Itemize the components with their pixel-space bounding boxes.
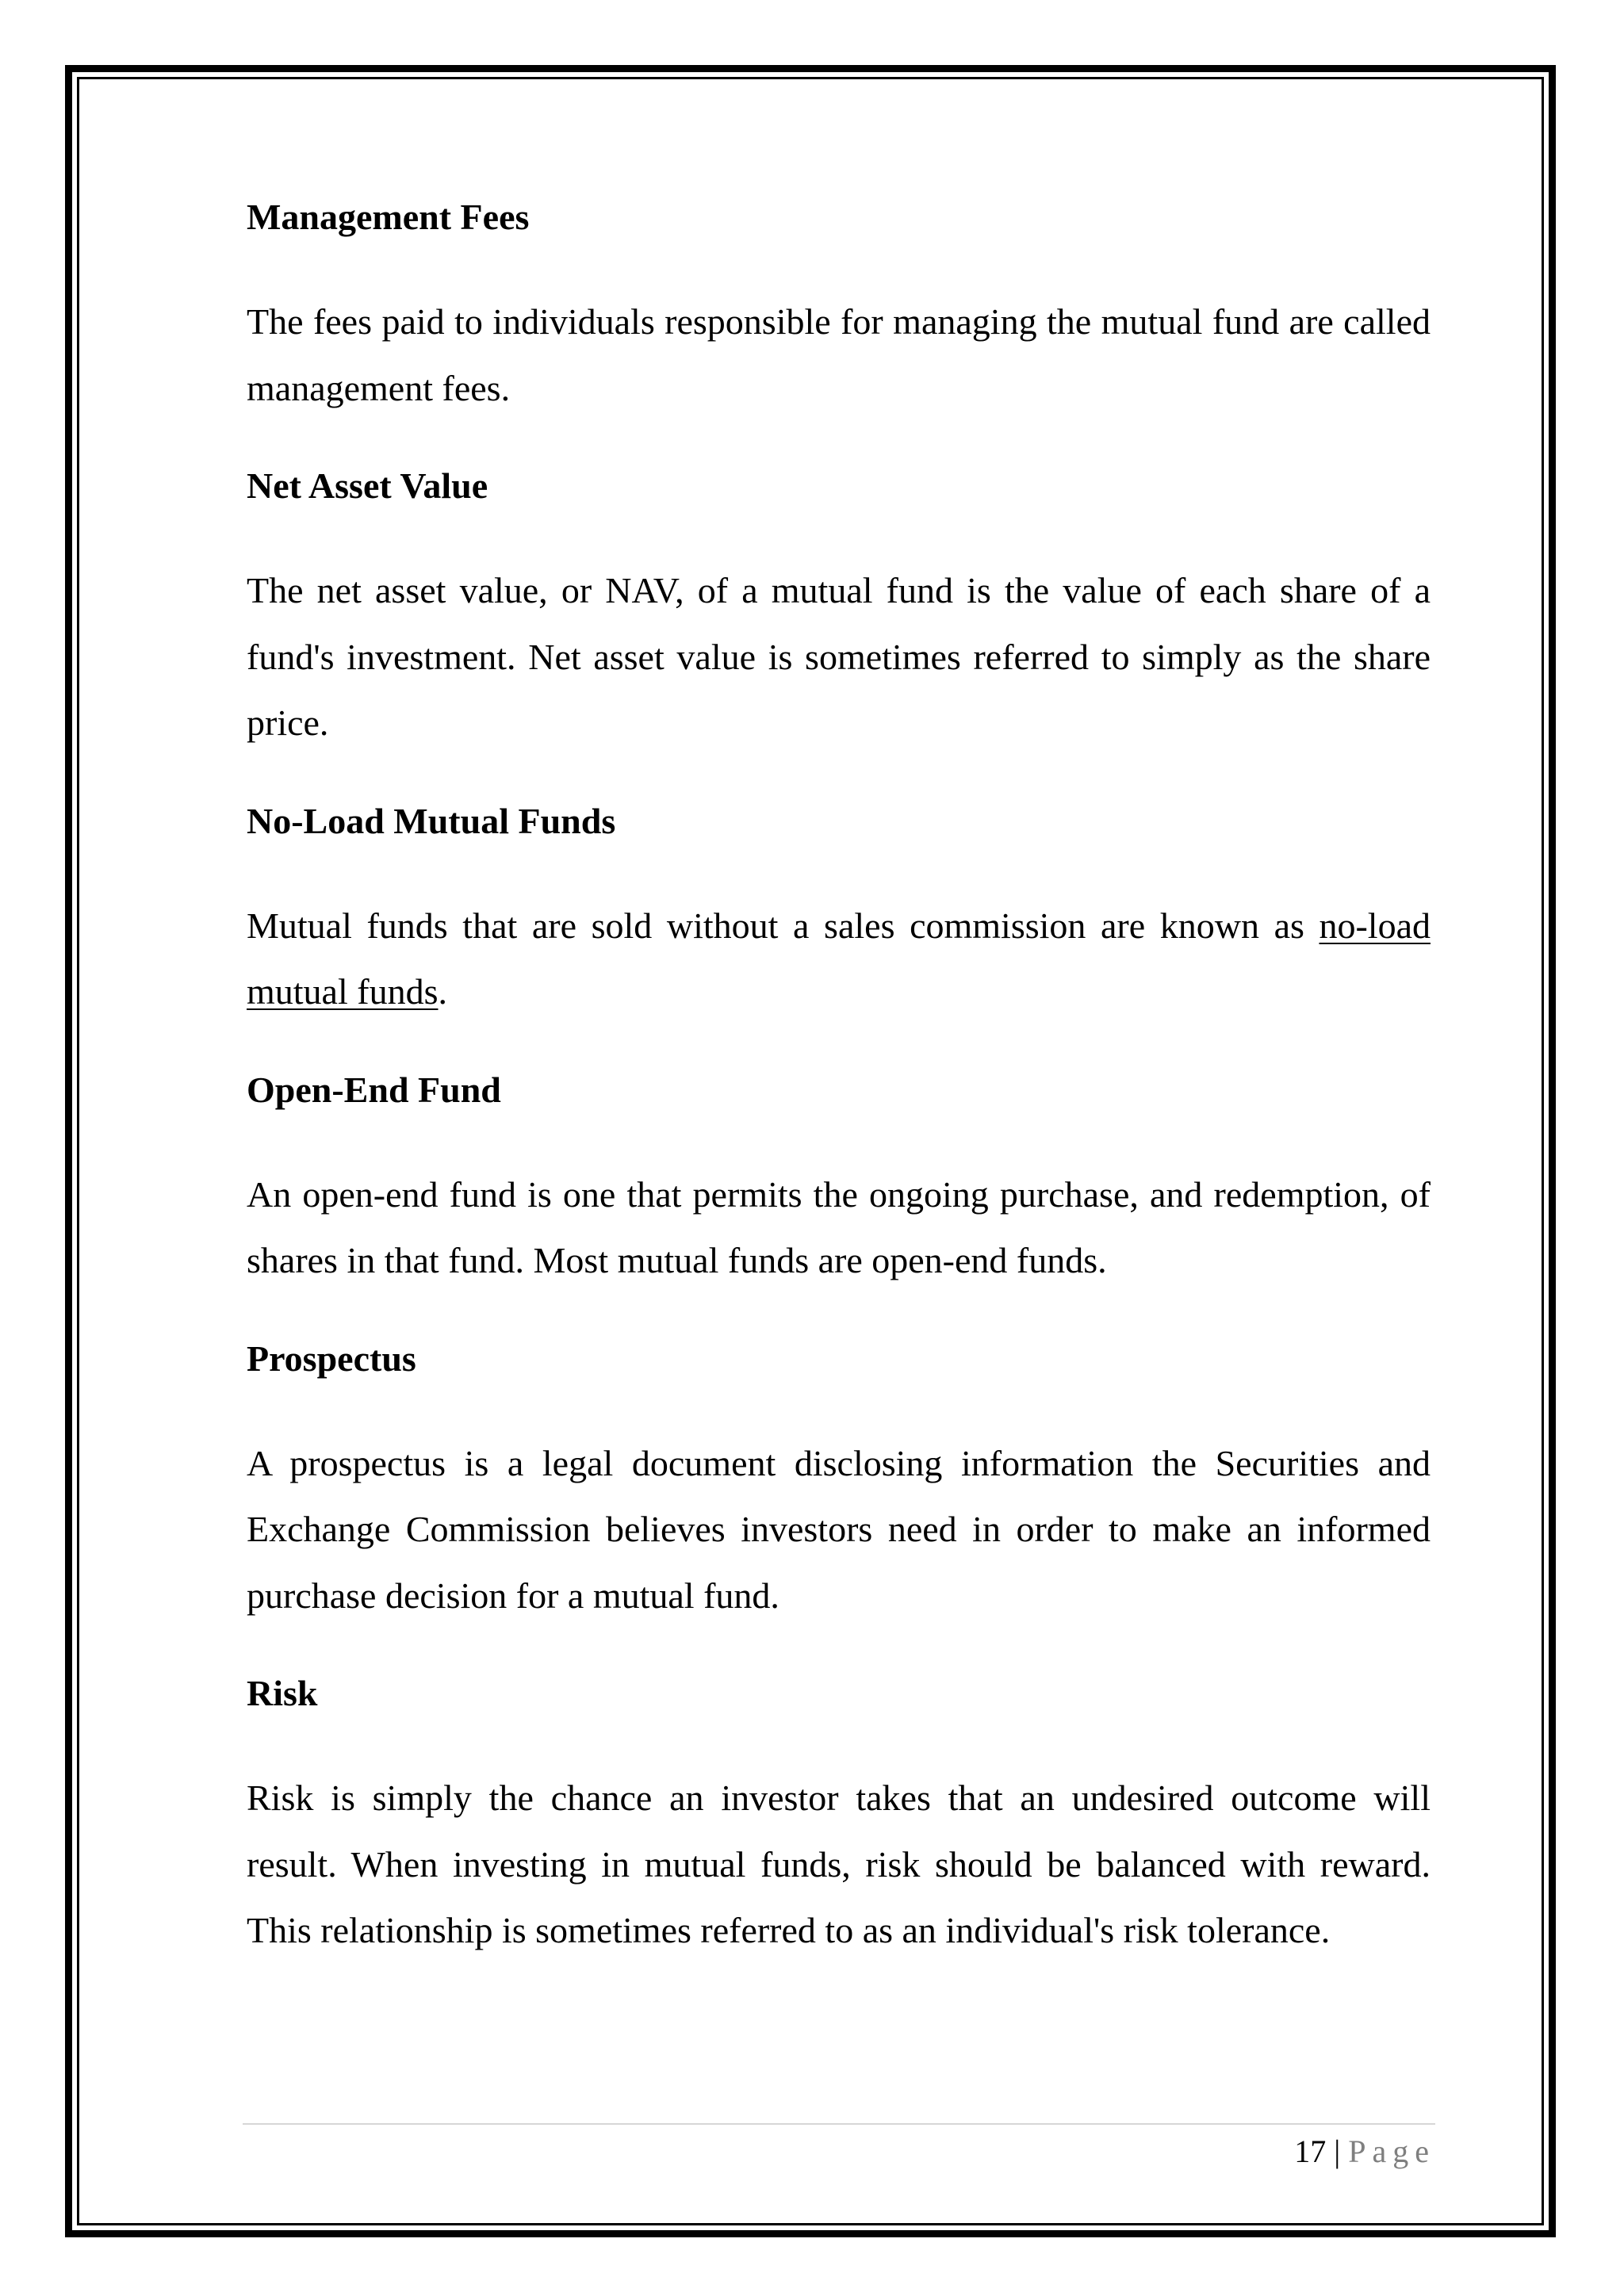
heading-net-asset-value: Net Asset Value: [247, 465, 488, 506]
paragraph-no-load-mutual-funds: [247, 893, 1431, 1025]
paragraph-no-load-period: .: [438, 971, 447, 1012]
heading-risk: Risk: [247, 1673, 318, 1713]
page-separator: |: [1334, 2133, 1341, 2169]
paragraph-net-asset-value: The net asset value, or NAV, of a mutual fund is the value of each share of a fund's investment. Net asset value is sometimes referred to simply as the share price.: [247, 570, 1431, 743]
page-number: 17: [1294, 2133, 1327, 2169]
paragraph-management-fees: The fees paid to individuals responsible for managing the mutual fund are called management fees.: [247, 301, 1431, 408]
paragraph-risk: Risk is simply the chance an investor takes that an undesired outcome will result. When investing in mutual funds, risk should be balanced with reward. This relationship is sometimes referred to as an individual's risk tolerance.: [247, 1777, 1431, 1950]
page-footer: [243, 2130, 1435, 2174]
heading-no-load-mutual-funds: No-Load Mutual Funds: [247, 800, 616, 841]
paragraph-prospectus: A prospectus is a legal document disclosing information the Securities and Exchange Commission believes investors need in order to make an informed purchase decision for a mutual fund.: [247, 1442, 1431, 1616]
page-word: Page: [1348, 2133, 1435, 2169]
paragraph-open-end-fund: An open-end fund is one that permits the ongoing purchase, and redemption, of shares in that fund. Most mutual funds are open-end funds.: [247, 1173, 1431, 1280]
no-load-mutual-funds-link[interactable]: no-load mutual funds: [247, 905, 1431, 1012]
heading-open-end-fund: Open-End Fund: [247, 1069, 501, 1110]
paragraph-no-load-text: Mutual funds that are sold without a sales commission are known as: [247, 905, 1320, 946]
heading-management-fees: Management Fees: [247, 197, 530, 237]
page-content: [247, 190, 1431, 2002]
heading-prospectus: Prospectus: [247, 1337, 416, 1379]
footer-divider: [243, 2123, 1435, 2125]
